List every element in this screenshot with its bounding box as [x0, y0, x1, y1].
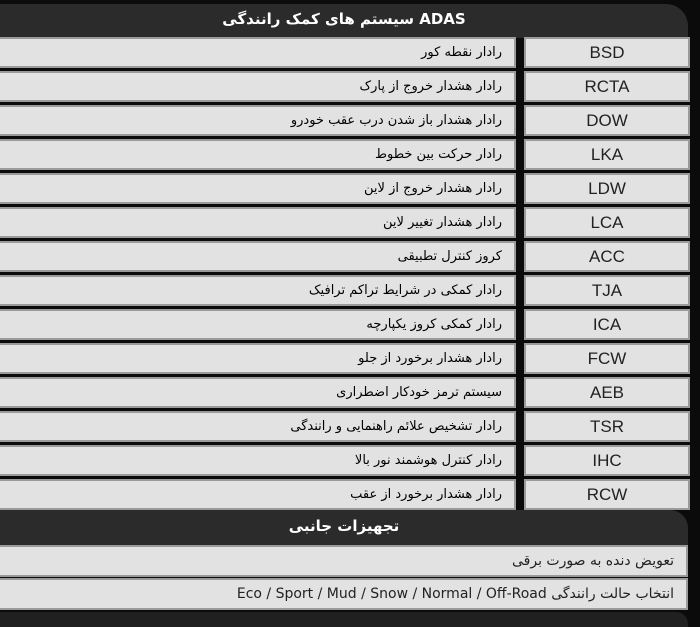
- feature-description: [0, 173, 516, 204]
- table-row: [0, 71, 690, 101]
- description-text: رادار هشدار برخورد از جلو: [358, 351, 502, 366]
- table-row: [0, 105, 690, 135]
- description-text: رادار حرکت بین خطوط: [374, 147, 502, 162]
- description-text: سیستم ترمز خودکار اضطراری: [336, 385, 502, 400]
- feature-code: AEB: [524, 377, 690, 408]
- feature-description: [0, 377, 516, 408]
- feature-code: ACC: [524, 241, 690, 272]
- feature-description: [0, 37, 516, 68]
- feature-description: [0, 275, 516, 306]
- adas-title: سیستم های کمک رانندگی ADAS: [222, 10, 466, 28]
- feature-code: DOW: [524, 105, 690, 136]
- adas-header: [0, 4, 688, 38]
- description-text: رادار کنترل هوشمند نور بالا: [354, 453, 502, 468]
- table-row: [0, 343, 690, 373]
- description-text: رادار تشخیص علائم راهنمایی و رانندگی: [290, 419, 502, 434]
- description-text: رادار کمکی در شرایط تراکم ترافیک: [308, 283, 502, 298]
- table-row: [0, 207, 690, 237]
- feature-description: [0, 105, 516, 136]
- table-row: [0, 275, 690, 305]
- table-row: [0, 411, 690, 441]
- table-row: [0, 139, 690, 169]
- side-title: تجهیزات جانبی: [288, 517, 400, 535]
- description-text: کروز کنترل تطبیقی: [397, 249, 502, 264]
- side-header: [0, 510, 688, 546]
- footer-bar: [0, 612, 688, 627]
- table-row: [0, 241, 690, 271]
- description-text: رادار هشدار باز شدن درب عقب خودرو: [290, 113, 502, 128]
- feature-description: [0, 445, 516, 476]
- table-row: [0, 173, 690, 203]
- feature-code: LDW: [524, 173, 690, 204]
- feature-code: IHC: [524, 445, 690, 476]
- side-row-text: تعویض دنده به صورت برقی: [512, 553, 674, 569]
- feature-code: LKA: [524, 139, 690, 170]
- table-row: [0, 479, 690, 509]
- feature-description: [0, 139, 516, 170]
- description-text: رادار نقطه کور: [421, 45, 502, 60]
- feature-code: RCTA: [524, 71, 690, 102]
- feature-description: [0, 309, 516, 340]
- side-row-text: انتخاب حالت رانندگی Eco / Sport / Mud / Snow / Normal / Off-Road: [236, 586, 674, 602]
- description-text: رادار کمکی کروز یکپارچه: [366, 317, 502, 332]
- feature-description: [0, 411, 516, 442]
- feature-description: [0, 71, 516, 102]
- table-row: [0, 37, 690, 67]
- feature-description: [0, 207, 516, 238]
- feature-code: LCA: [524, 207, 690, 238]
- feature-code: TSR: [524, 411, 690, 442]
- feature-description: [0, 479, 516, 510]
- feature-code: TJA: [524, 275, 690, 306]
- description-text: رادار هشدار خروج از لاین: [364, 181, 502, 196]
- table-row: [0, 377, 690, 407]
- feature-code: BSD: [524, 37, 690, 68]
- description-text: رادار هشدار برخورد از عقب: [350, 487, 502, 502]
- feature-code: ICA: [524, 309, 690, 340]
- table-row: [0, 309, 690, 339]
- feature-code: FCW: [524, 343, 690, 374]
- side-row: [0, 578, 688, 610]
- side-row: [0, 545, 688, 577]
- feature-description: [0, 241, 516, 272]
- feature-description: [0, 343, 516, 374]
- feature-code: RCW: [524, 479, 690, 510]
- description-text: رادار هشدار خروج از پارک: [359, 79, 502, 94]
- description-text: رادار هشدار تغییر لاین: [383, 215, 502, 230]
- table-row: [0, 445, 690, 475]
